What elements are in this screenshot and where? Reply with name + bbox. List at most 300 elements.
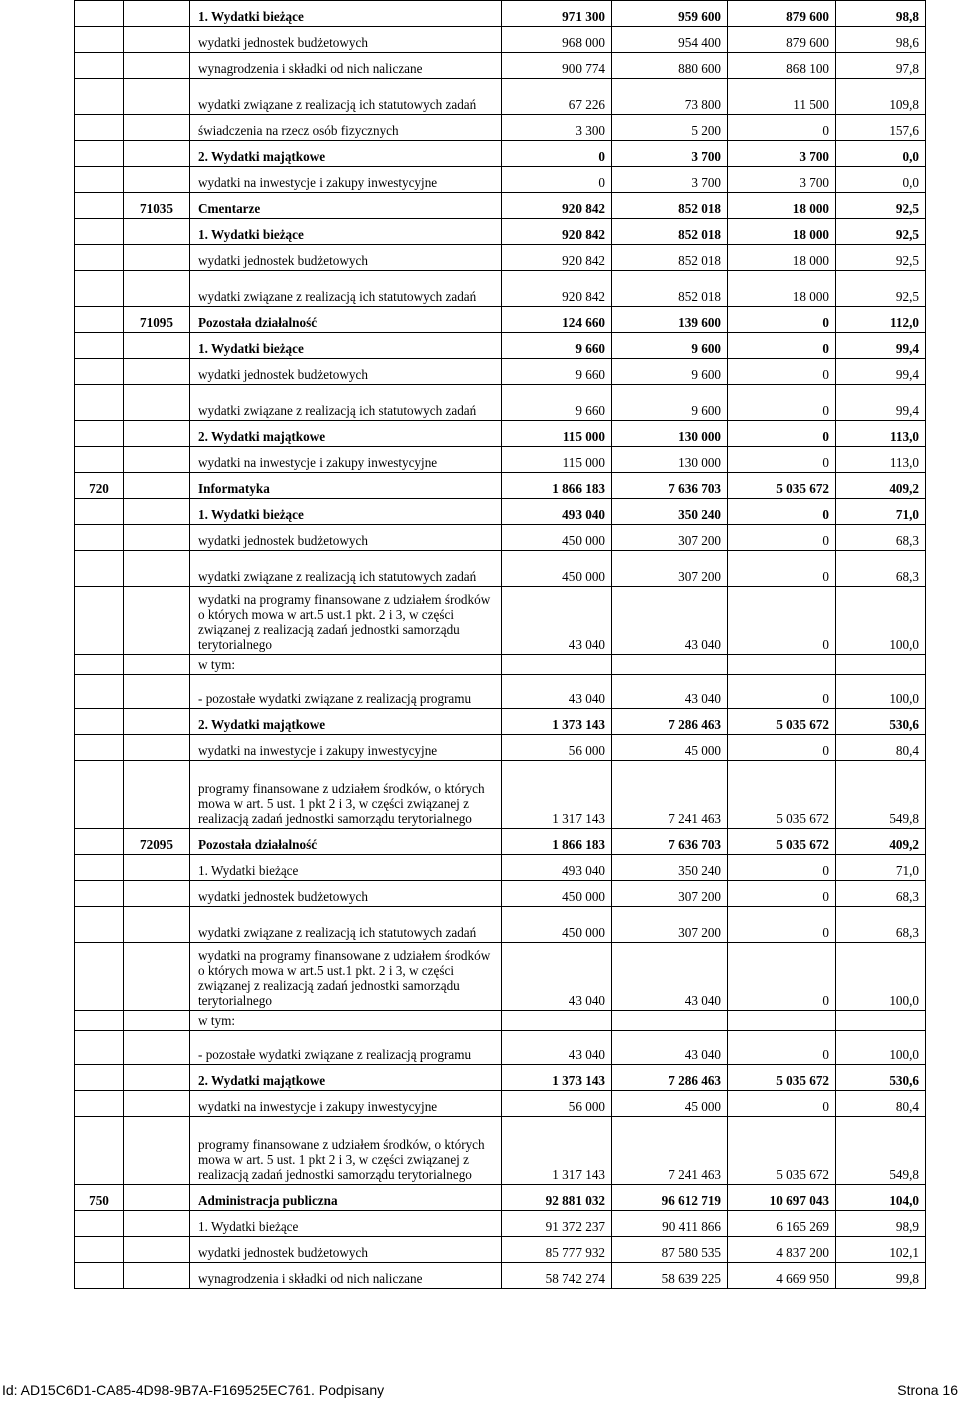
- change-value-cell: 0: [728, 881, 836, 907]
- table-row: [75, 1117, 926, 1185]
- amended-plan-value-cell: 307 200: [612, 881, 728, 907]
- percent-cell: 0,0: [836, 141, 926, 167]
- change-value-cell: 10 697 043: [728, 1185, 836, 1211]
- plan-value-cell: 43 040: [502, 943, 612, 1011]
- change-value-cell: 5 035 672: [728, 473, 836, 499]
- table-row: [75, 1011, 926, 1031]
- percent-cell: 98,8: [836, 1, 926, 27]
- amended-plan-value-cell: 852 018: [612, 193, 728, 219]
- change-value-cell: 0: [728, 1031, 836, 1065]
- description-cell: wydatki na inwestycje i zakupy inwestycyjne: [190, 1091, 502, 1117]
- chapter-code-cell: [124, 385, 190, 421]
- plan-value-cell: 493 040: [502, 499, 612, 525]
- percent-cell: 549,8: [836, 761, 926, 829]
- table-row: [75, 709, 926, 735]
- table-row: [75, 1091, 926, 1117]
- amended-plan-value-cell: 307 200: [612, 551, 728, 587]
- description-cell: 1. Wydatki bieżące: [190, 333, 502, 359]
- amended-plan-value-cell: 7 286 463: [612, 709, 728, 735]
- change-value-cell: 0: [728, 551, 836, 587]
- chapter-code-cell: [124, 447, 190, 473]
- amended-plan-value-cell: 307 200: [612, 907, 728, 943]
- table-row: [75, 115, 926, 141]
- description-cell: 1. Wydatki bieżące: [190, 1211, 502, 1237]
- section-code-cell: [75, 447, 124, 473]
- amended-plan-value-cell: 45 000: [612, 1091, 728, 1117]
- table-row: [75, 359, 926, 385]
- table-row: [75, 167, 926, 193]
- amended-plan-value-cell: 7 636 703: [612, 473, 728, 499]
- percent-cell: 100,0: [836, 943, 926, 1011]
- change-value-cell: 18 000: [728, 193, 836, 219]
- amended-plan-value-cell: 880 600: [612, 53, 728, 79]
- section-code-cell: 720: [75, 473, 124, 499]
- percent-cell: 68,3: [836, 881, 926, 907]
- plan-value-cell: 1 866 183: [502, 829, 612, 855]
- plan-value-cell: 43 040: [502, 675, 612, 709]
- plan-value-cell: 1 317 143: [502, 761, 612, 829]
- description-cell: programy finansowane z udziałem środków, o których mowa w art. 5 ust. 1 pkt 2 i 3, w części związanej z realizacją zadań jednostki samorządu terytorialnego: [190, 1117, 502, 1185]
- plan-value-cell: 43 040: [502, 587, 612, 655]
- chapter-code-cell: [124, 587, 190, 655]
- chapter-code-cell: [124, 761, 190, 829]
- change-value-cell: 18 000: [728, 245, 836, 271]
- percent-cell: 71,0: [836, 855, 926, 881]
- percent-cell: 157,6: [836, 115, 926, 141]
- description-cell: Pozostała działalność: [190, 829, 502, 855]
- change-value-cell: 18 000: [728, 219, 836, 245]
- table-row: [75, 525, 926, 551]
- section-code-cell: [75, 1, 124, 27]
- description-cell: wydatki na inwestycje i zakupy inwestycyjne: [190, 735, 502, 761]
- change-value-cell: [728, 655, 836, 675]
- percent-cell: 80,4: [836, 1091, 926, 1117]
- table-row: [75, 761, 926, 829]
- description-cell: - pozostałe wydatki związane z realizacją programu: [190, 675, 502, 709]
- chapter-code-cell: [124, 943, 190, 1011]
- section-code-cell: [75, 245, 124, 271]
- description-cell: Administracja publiczna: [190, 1185, 502, 1211]
- section-code-cell: [75, 1237, 124, 1263]
- description-cell: wydatki związane z realizacją ich statutowych zadań: [190, 907, 502, 943]
- amended-plan-value-cell: 954 400: [612, 27, 728, 53]
- description-cell: wydatki jednostek budżetowych: [190, 1237, 502, 1263]
- plan-value-cell: [502, 655, 612, 675]
- percent-cell: 97,8: [836, 53, 926, 79]
- description-cell: w tym:: [190, 1011, 502, 1031]
- plan-value-cell: 900 774: [502, 53, 612, 79]
- description-cell: wydatki związane z realizacją ich statutowych zadań: [190, 271, 502, 307]
- change-value-cell: 5 035 672: [728, 829, 836, 855]
- description-cell: programy finansowane z udziałem środków, o których mowa w art. 5 ust. 1 pkt 2 i 3, w części związanej z realizacją zadań jednostki samorządu terytorialnego: [190, 761, 502, 829]
- plan-value-cell: 85 777 932: [502, 1237, 612, 1263]
- amended-plan-value-cell: 45 000: [612, 735, 728, 761]
- plan-value-cell: 124 660: [502, 307, 612, 333]
- chapter-code-cell: [124, 141, 190, 167]
- percent-cell: 68,3: [836, 551, 926, 587]
- plan-value-cell: 450 000: [502, 881, 612, 907]
- percent-cell: 113,0: [836, 447, 926, 473]
- table-row: [75, 735, 926, 761]
- section-code-cell: [75, 219, 124, 245]
- section-code-cell: [75, 385, 124, 421]
- section-code-cell: [75, 333, 124, 359]
- table-row: [75, 907, 926, 943]
- table-row: [75, 1185, 926, 1211]
- amended-plan-value-cell: 43 040: [612, 675, 728, 709]
- section-code-cell: [75, 587, 124, 655]
- section-code-cell: [75, 525, 124, 551]
- plan-value-cell: 92 881 032: [502, 1185, 612, 1211]
- percent-cell: 98,9: [836, 1211, 926, 1237]
- section-code-cell: [75, 709, 124, 735]
- chapter-code-cell: [124, 359, 190, 385]
- table-row: [75, 219, 926, 245]
- change-value-cell: 5 035 672: [728, 1117, 836, 1185]
- description-cell: Informatyka: [190, 473, 502, 499]
- plan-value-cell: [502, 1011, 612, 1031]
- description-cell: 2. Wydatki majątkowe: [190, 709, 502, 735]
- percent-cell: 92,5: [836, 245, 926, 271]
- amended-plan-value-cell: 3 700: [612, 167, 728, 193]
- description-cell: Pozostała działalność: [190, 307, 502, 333]
- percent-cell: 80,4: [836, 735, 926, 761]
- chapter-code-cell: 71035: [124, 193, 190, 219]
- section-code-cell: [75, 829, 124, 855]
- change-value-cell: 0: [728, 943, 836, 1011]
- plan-value-cell: 1 373 143: [502, 1065, 612, 1091]
- section-code-cell: [75, 53, 124, 79]
- change-value-cell: 0: [728, 855, 836, 881]
- change-value-cell: 0: [728, 307, 836, 333]
- plan-value-cell: 1 866 183: [502, 473, 612, 499]
- amended-plan-value-cell: 9 600: [612, 333, 728, 359]
- description-cell: wydatki związane z realizacją ich statutowych zadań: [190, 551, 502, 587]
- section-code-cell: [75, 1211, 124, 1237]
- table-row: [75, 943, 926, 1011]
- table-row: [75, 551, 926, 587]
- chapter-code-cell: [124, 421, 190, 447]
- change-value-cell: 3 700: [728, 167, 836, 193]
- amended-plan-value-cell: 959 600: [612, 1, 728, 27]
- percent-cell: [836, 1011, 926, 1031]
- section-code-cell: [75, 1117, 124, 1185]
- change-value-cell: 0: [728, 907, 836, 943]
- table-row: [75, 141, 926, 167]
- table-row: [75, 881, 926, 907]
- change-value-cell: [728, 1011, 836, 1031]
- chapter-code-cell: [124, 1011, 190, 1031]
- description-cell: 1. Wydatki bieżące: [190, 1, 502, 27]
- chapter-code-cell: [124, 855, 190, 881]
- chapter-code-cell: [124, 675, 190, 709]
- change-value-cell: 0: [728, 421, 836, 447]
- percent-cell: [836, 655, 926, 675]
- percent-cell: 100,0: [836, 1031, 926, 1065]
- description-cell: wydatki jednostek budżetowych: [190, 881, 502, 907]
- section-code-cell: [75, 1031, 124, 1065]
- change-value-cell: 5 035 672: [728, 761, 836, 829]
- change-value-cell: 0: [728, 447, 836, 473]
- section-code-cell: [75, 193, 124, 219]
- chapter-code-cell: [124, 115, 190, 141]
- percent-cell: 100,0: [836, 675, 926, 709]
- plan-value-cell: 450 000: [502, 551, 612, 587]
- description-cell: wydatki jednostek budżetowych: [190, 27, 502, 53]
- percent-cell: 99,8: [836, 1263, 926, 1289]
- chapter-code-cell: [124, 473, 190, 499]
- description-cell: wydatki jednostek budżetowych: [190, 359, 502, 385]
- plan-value-cell: 115 000: [502, 421, 612, 447]
- percent-cell: 109,8: [836, 79, 926, 115]
- percent-cell: 112,0: [836, 307, 926, 333]
- amended-plan-value-cell: 7 286 463: [612, 1065, 728, 1091]
- plan-value-cell: 43 040: [502, 1031, 612, 1065]
- chapter-code-cell: [124, 1211, 190, 1237]
- amended-plan-value-cell: 90 411 866: [612, 1211, 728, 1237]
- amended-plan-value-cell: 5 200: [612, 115, 728, 141]
- change-value-cell: 0: [728, 115, 836, 141]
- percent-cell: 409,2: [836, 473, 926, 499]
- percent-cell: 409,2: [836, 829, 926, 855]
- plan-value-cell: 67 226: [502, 79, 612, 115]
- change-value-cell: 5 035 672: [728, 709, 836, 735]
- chapter-code-cell: 72095: [124, 829, 190, 855]
- section-code-cell: [75, 943, 124, 1011]
- chapter-code-cell: [124, 271, 190, 307]
- change-value-cell: 868 100: [728, 53, 836, 79]
- description-cell: 1. Wydatki bieżące: [190, 499, 502, 525]
- chapter-code-cell: [124, 1091, 190, 1117]
- table-row: [75, 421, 926, 447]
- section-code-cell: [75, 79, 124, 115]
- plan-value-cell: 56 000: [502, 1091, 612, 1117]
- table-row: [75, 193, 926, 219]
- section-code-cell: [75, 167, 124, 193]
- plan-value-cell: 920 842: [502, 271, 612, 307]
- change-value-cell: 879 600: [728, 1, 836, 27]
- section-code-cell: [75, 655, 124, 675]
- amended-plan-value-cell: 139 600: [612, 307, 728, 333]
- chapter-code-cell: 71095: [124, 307, 190, 333]
- table-row: [75, 1237, 926, 1263]
- description-cell: 2. Wydatki majątkowe: [190, 141, 502, 167]
- change-value-cell: 3 700: [728, 141, 836, 167]
- change-value-cell: 0: [728, 359, 836, 385]
- description-cell: wydatki na inwestycje i zakupy inwestycyjne: [190, 447, 502, 473]
- chapter-code-cell: [124, 1185, 190, 1211]
- table-row: [75, 307, 926, 333]
- description-cell: 1. Wydatki bieżące: [190, 219, 502, 245]
- chapter-code-cell: [124, 881, 190, 907]
- section-code-cell: [75, 27, 124, 53]
- amended-plan-value-cell: 852 018: [612, 219, 728, 245]
- description-cell: Cmentarze: [190, 193, 502, 219]
- percent-cell: 92,5: [836, 271, 926, 307]
- change-value-cell: 4 669 950: [728, 1263, 836, 1289]
- section-code-cell: [75, 735, 124, 761]
- amended-plan-value-cell: [612, 1011, 728, 1031]
- percent-cell: 549,8: [836, 1117, 926, 1185]
- change-value-cell: 0: [728, 385, 836, 421]
- description-cell: w tym:: [190, 655, 502, 675]
- chapter-code-cell: [124, 27, 190, 53]
- table-row: [75, 829, 926, 855]
- chapter-code-cell: [124, 1, 190, 27]
- table-row: [75, 1263, 926, 1289]
- budget-table: [74, 0, 926, 1289]
- table-row: [75, 655, 926, 675]
- description-cell: - pozostałe wydatki związane z realizacją programu: [190, 1031, 502, 1065]
- change-value-cell: 0: [728, 1091, 836, 1117]
- percent-cell: 100,0: [836, 587, 926, 655]
- plan-value-cell: 9 660: [502, 385, 612, 421]
- chapter-code-cell: [124, 333, 190, 359]
- section-code-cell: [75, 907, 124, 943]
- chapter-code-cell: [124, 551, 190, 587]
- change-value-cell: 11 500: [728, 79, 836, 115]
- plan-value-cell: 971 300: [502, 1, 612, 27]
- percent-cell: 98,6: [836, 27, 926, 53]
- change-value-cell: 0: [728, 587, 836, 655]
- percent-cell: 92,5: [836, 219, 926, 245]
- plan-value-cell: 920 842: [502, 245, 612, 271]
- chapter-code-cell: [124, 79, 190, 115]
- change-value-cell: 0: [728, 333, 836, 359]
- section-code-cell: [75, 115, 124, 141]
- description-cell: wydatki na inwestycje i zakupy inwestycyjne: [190, 167, 502, 193]
- description-cell: wydatki na programy finansowane z udziałem środków o których mowa w art.5 ust.1 pkt. 2 i 3, w części związanej z realizacją zadań jednostki samorządu terytorialnego: [190, 587, 502, 655]
- amended-plan-value-cell: 3 700: [612, 141, 728, 167]
- plan-value-cell: 56 000: [502, 735, 612, 761]
- change-value-cell: 879 600: [728, 27, 836, 53]
- chapter-code-cell: [124, 525, 190, 551]
- chapter-code-cell: [124, 499, 190, 525]
- section-code-cell: [75, 1091, 124, 1117]
- percent-cell: 530,6: [836, 1065, 926, 1091]
- percent-cell: 68,3: [836, 907, 926, 943]
- amended-plan-value-cell: 350 240: [612, 499, 728, 525]
- amended-plan-value-cell: 43 040: [612, 587, 728, 655]
- amended-plan-value-cell: 130 000: [612, 447, 728, 473]
- table-row: [75, 587, 926, 655]
- amended-plan-value-cell: 130 000: [612, 421, 728, 447]
- chapter-code-cell: [124, 1031, 190, 1065]
- plan-value-cell: 9 660: [502, 333, 612, 359]
- chapter-code-cell: [124, 735, 190, 761]
- plan-value-cell: 58 742 274: [502, 1263, 612, 1289]
- change-value-cell: 4 837 200: [728, 1237, 836, 1263]
- table-row: [75, 53, 926, 79]
- percent-cell: 68,3: [836, 525, 926, 551]
- plan-value-cell: 0: [502, 167, 612, 193]
- section-code-cell: [75, 881, 124, 907]
- section-code-cell: [75, 675, 124, 709]
- percent-cell: 99,4: [836, 385, 926, 421]
- chapter-code-cell: [124, 167, 190, 193]
- table-row: [75, 27, 926, 53]
- plan-value-cell: 9 660: [502, 359, 612, 385]
- table-row: [75, 245, 926, 271]
- section-code-cell: [75, 1011, 124, 1031]
- amended-plan-value-cell: 7 241 463: [612, 1117, 728, 1185]
- section-code-cell: [75, 499, 124, 525]
- budget-table-body: [75, 1, 926, 1289]
- description-cell: 2. Wydatki majątkowe: [190, 1065, 502, 1091]
- chapter-code-cell: [124, 655, 190, 675]
- description-cell: wydatki związane z realizacją ich statutowych zadań: [190, 385, 502, 421]
- chapter-code-cell: [124, 1263, 190, 1289]
- change-value-cell: 18 000: [728, 271, 836, 307]
- section-code-cell: [75, 1065, 124, 1091]
- description-cell: wynagrodzenia i składki od nich naliczane: [190, 53, 502, 79]
- description-cell: wydatki na programy finansowane z udziałem środków o których mowa w art.5 ust.1 pkt. 2 i 3, w części związanej z realizacją zadań jednostki samorządu terytorialnego: [190, 943, 502, 1011]
- amended-plan-value-cell: 9 600: [612, 359, 728, 385]
- section-code-cell: [75, 307, 124, 333]
- percent-cell: 530,6: [836, 709, 926, 735]
- amended-plan-value-cell: 87 580 535: [612, 1237, 728, 1263]
- section-code-cell: [75, 551, 124, 587]
- plan-value-cell: 1 317 143: [502, 1117, 612, 1185]
- plan-value-cell: 3 300: [502, 115, 612, 141]
- chapter-code-cell: [124, 219, 190, 245]
- amended-plan-value-cell: 73 800: [612, 79, 728, 115]
- table-row: [75, 1031, 926, 1065]
- description-cell: wydatki związane z realizacją ich statutowych zadań: [190, 79, 502, 115]
- amended-plan-value-cell: 43 040: [612, 1031, 728, 1065]
- chapter-code-cell: [124, 709, 190, 735]
- description-cell: 1. Wydatki bieżące: [190, 855, 502, 881]
- chapter-code-cell: [124, 1237, 190, 1263]
- plan-value-cell: 968 000: [502, 27, 612, 53]
- change-value-cell: 0: [728, 525, 836, 551]
- section-code-cell: [75, 421, 124, 447]
- table-row: [75, 1065, 926, 1091]
- description-cell: 2. Wydatki majątkowe: [190, 421, 502, 447]
- amended-plan-value-cell: [612, 655, 728, 675]
- chapter-code-cell: [124, 907, 190, 943]
- page-number: Strona 16: [897, 1382, 958, 1398]
- plan-value-cell: 493 040: [502, 855, 612, 881]
- percent-cell: 71,0: [836, 499, 926, 525]
- section-code-cell: [75, 761, 124, 829]
- chapter-code-cell: [124, 1117, 190, 1185]
- percent-cell: 113,0: [836, 421, 926, 447]
- section-code-cell: [75, 359, 124, 385]
- plan-value-cell: 0: [502, 141, 612, 167]
- change-value-cell: 0: [728, 675, 836, 709]
- section-code-cell: [75, 855, 124, 881]
- percent-cell: 92,5: [836, 193, 926, 219]
- amended-plan-value-cell: 9 600: [612, 385, 728, 421]
- change-value-cell: 6 165 269: [728, 1211, 836, 1237]
- amended-plan-value-cell: 7 636 703: [612, 829, 728, 855]
- change-value-cell: 0: [728, 499, 836, 525]
- table-row: [75, 447, 926, 473]
- description-cell: wynagrodzenia i składki od nich naliczane: [190, 1263, 502, 1289]
- amended-plan-value-cell: 852 018: [612, 245, 728, 271]
- plan-value-cell: 920 842: [502, 193, 612, 219]
- amended-plan-value-cell: 852 018: [612, 271, 728, 307]
- description-cell: wydatki jednostek budżetowych: [190, 245, 502, 271]
- section-code-cell: 750: [75, 1185, 124, 1211]
- plan-value-cell: 1 373 143: [502, 709, 612, 735]
- table-row: [75, 385, 926, 421]
- percent-cell: 102,1: [836, 1237, 926, 1263]
- chapter-code-cell: [124, 1065, 190, 1091]
- table-row: [75, 271, 926, 307]
- table-row: [75, 333, 926, 359]
